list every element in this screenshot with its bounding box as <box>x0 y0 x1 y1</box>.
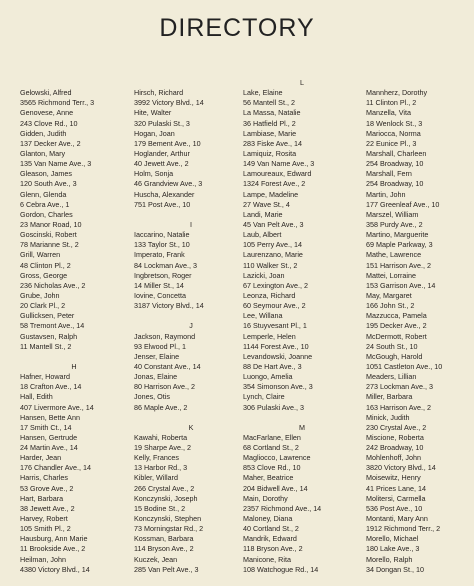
directory-entry-line: Konczynski, Joseph <box>134 493 198 503</box>
directory-entry-line: 306 Pulaski Ave., 3 <box>243 402 305 412</box>
directory-entry-line: Lamiquiz, Rosita <box>243 148 297 158</box>
directory-entry-line: 24 South St., 10 <box>366 341 418 351</box>
directory-entry-line: 1051 Castleton Ave., 10 <box>366 361 443 371</box>
section-letter-header: I <box>190 219 192 229</box>
directory-entry-line: Huscha, Alexander <box>134 189 195 199</box>
directory-entry-line: 69 Maple Parkway, 3 <box>366 240 433 250</box>
directory-entry-line: Grill, Warren <box>20 250 61 260</box>
directory-entry-line: 80 Harrison Ave., 2 <box>134 382 195 392</box>
directory-entry-line: 73 Morningstar Rd., 2 <box>134 524 204 534</box>
directory-entry-line: 40 Jewett Ave., 2 <box>134 159 189 169</box>
directory-entry-line: 243 Clove Rd., 10 <box>20 118 78 128</box>
directory-entry-line: Lynch, Claire <box>243 392 285 402</box>
directory-entry-line: 45 Van Pelt Ave., 3 <box>243 219 304 229</box>
spacer <box>243 413 361 423</box>
directory-entry-line: 105 Perry Ave., 14 <box>243 240 303 250</box>
directory-entry-line: 84 Lockman Ave., 3 <box>134 260 197 270</box>
directory-entry-line: Hall, Edith <box>20 392 53 402</box>
directory-entry-line: 22 Eunice Pl., 3 <box>366 138 417 148</box>
directory-column-1 <box>20 78 128 575</box>
directory-entry-line: Hart, Barbara <box>20 493 64 503</box>
directory-entry-line: Gidden, Judith <box>20 128 67 138</box>
directory-entry-line: 137 Decker Ave., 2 <box>20 138 81 148</box>
directory-entry-line: 3187 Victory Blvd., 14 <box>134 301 204 311</box>
directory-entry-line: Hoglander, Arthur <box>134 148 190 158</box>
directory-entry-line: Moisewitz, Henry <box>366 473 421 483</box>
directory-entry-line: 285 Van Pelt Ave., 3 <box>134 564 199 574</box>
directory-entry-line: Mathe, Lawrence <box>366 250 422 260</box>
directory-entry-line: 1912 Richmond Terr., 2 <box>366 524 441 534</box>
directory-entry-line: Gustavsen, Ralph <box>20 331 78 341</box>
directory-entry-line: Ingbretson, Roger <box>134 270 192 280</box>
directory-entry-line: 133 Taylor St., 10 <box>134 240 190 250</box>
directory-entry-line: 36 Hatfield Pl., 2 <box>243 118 296 128</box>
directory-entry-line: MacFarlane, Ellen <box>243 432 301 442</box>
directory-entry-line: Kawahi, Roberta <box>134 432 188 442</box>
directory-entry-line: 20 Clark Pl., 2 <box>20 301 66 311</box>
directory-entry-line: 4380 Victory Blvd., 14 <box>20 564 90 574</box>
section-letter-header: J <box>189 321 193 331</box>
directory-entry-line: Hirsch, Richard <box>134 88 184 98</box>
directory-entry-line: Gullicksen, Peter <box>20 311 75 321</box>
directory-entry-line: Mattei, Lorraine <box>366 270 416 280</box>
directory-entry-line: Morello, Michael <box>366 534 419 544</box>
directory-entry-line: Jones, Otis <box>134 392 170 402</box>
directory-entry-line: 24 Martin Ave., 14 <box>20 443 78 453</box>
spacer <box>134 78 248 88</box>
directory-entry-line: 236 Nicholas Ave., 2 <box>20 280 86 290</box>
directory-entry-line: 153 Garrison Ave., 14 <box>366 280 436 290</box>
directory-entry-line: Hausburg, Ann Marie <box>20 534 88 544</box>
directory-entry-line: 27 Wave St., 4 <box>243 199 290 209</box>
directory-entry-line: 180 Lake Ave., 3 <box>366 544 420 554</box>
directory-entry-line: Morello, Ralph <box>366 554 413 564</box>
directory-entry-line: 56 Mantell St., 2 <box>243 98 295 108</box>
directory-entry-line: Kibler, Willard <box>134 473 178 483</box>
directory-entry-line: 93 Elwood Pl., 1 <box>134 341 186 351</box>
directory-entry-line: Leonza, Richard <box>243 290 296 300</box>
directory-entry-line: 17 Smith Ct., 14 <box>20 422 72 432</box>
spacer <box>20 78 128 88</box>
directory-entry-line: Kossman, Barbara <box>134 534 194 544</box>
directory-entry-line: Marszel, William <box>366 209 419 219</box>
spacer <box>134 311 248 321</box>
directory-entry-line: Miller, Barbara <box>366 392 413 402</box>
directory-entry-line: May, Margaret <box>366 290 412 300</box>
directory-entry-line: Glanton, Mary <box>20 148 66 158</box>
directory-column-3 <box>243 78 361 575</box>
directory-entry-line: 166 John St., 2 <box>366 301 415 311</box>
directory-entry-line: 14 Miller St., 14 <box>134 280 184 290</box>
directory-entry-line: 53 Grove Ave., 2 <box>20 483 74 493</box>
directory-entry-line: Lee, Willana <box>243 311 283 321</box>
directory-entry-line: 86 Maple Ave., 2 <box>134 402 188 412</box>
directory-entry-line: 60 Seymour Ave., 2 <box>243 301 306 311</box>
directory-entry-line: Molitersi, Carmella <box>366 493 426 503</box>
directory-entry-line: McGough, Harold <box>366 351 423 361</box>
directory-entry-line: 242 Broadway, 10 <box>366 443 424 453</box>
directory-entry-line: 11 Brookside Ave., 2 <box>20 544 86 554</box>
spacer <box>134 210 248 220</box>
directory-entry-line: 6 Cebra Ave., 1 <box>20 199 70 209</box>
directory-entry-line: Glenn, Glenda <box>20 189 67 199</box>
directory-entry-line: 254 Broadway, 10 <box>366 179 424 189</box>
section-letter-header: M <box>299 422 305 432</box>
directory-entry-line: 151 Harrison Ave., 2 <box>366 260 431 270</box>
directory-entry-line: 34 Dongan St., 10 <box>366 564 424 574</box>
spacer <box>366 78 472 88</box>
section-letter-header: H <box>71 361 77 371</box>
directory-entry-line: 163 Harrison Ave., 2 <box>366 402 431 412</box>
directory-entry-line: Genovese, Anne <box>20 108 74 118</box>
directory-entry-line: Hafner, Howard <box>20 372 70 382</box>
directory-entry-line: Mandrik, Edward <box>243 534 297 544</box>
directory-entry-line: 11 Clinton Pl., 2 <box>366 98 417 108</box>
directory-entry-line: Laurenzano, Marie <box>243 250 303 260</box>
directory-entry-line: 149 Van Name Ave., 3 <box>243 159 315 169</box>
section-letter-header: L <box>300 78 304 87</box>
spacer <box>20 352 128 362</box>
directory-entry-line: 2357 Richmond Ave., 14 <box>243 503 322 513</box>
directory-entry-line: La Massa, Natalie <box>243 108 301 118</box>
directory-entry-line: 114 Bryson Ave., 2 <box>134 544 194 554</box>
directory-entry-line: Mariocca, Norma <box>366 128 421 138</box>
directory-entry-line: 273 Lockman Ave., 3 <box>366 382 433 392</box>
section-letter-header: K <box>188 422 194 432</box>
directory-entry-line: 195 Decker Ave., 2 <box>366 321 427 331</box>
directory-entry-line: Manicone, Rita <box>243 554 291 564</box>
directory-entry-line: 320 Pulaski St., 3 <box>134 118 190 128</box>
directory-entry-line: 41 Prices Lane, 14 <box>366 483 426 493</box>
directory-entry-line: Mazzucca, Pamela <box>366 311 427 321</box>
directory-entry-line: 108 Watchogue Rd., 14 <box>243 564 319 574</box>
directory-entry-line: Harder, Jean <box>20 453 62 463</box>
directory-entry-line: Minick, Judith <box>366 412 410 422</box>
directory-entry-line: 58 Tremont Ave., 14 <box>20 321 85 331</box>
directory-entry-line: 105 Smith Pl., 2 <box>20 524 71 534</box>
directory-entry-line: Gordon, Charles <box>20 209 73 219</box>
directory-entry-line: Manzella, Vita <box>366 108 412 118</box>
directory-entry-line: 176 Chandler Ave., 14 <box>20 463 91 473</box>
directory-entry-line: 11 Mantell St., 2 <box>20 341 72 351</box>
directory-entry-line: Hansen, Gertrude <box>20 432 78 442</box>
directory-entry-line: 38 Jewett Ave., 2 <box>20 503 75 513</box>
directory-entry-line: Harvey, Robert <box>20 514 68 524</box>
directory-entry-line: Marshall, Fern <box>366 169 412 179</box>
directory-entry-line: 46 Grandview Ave., 3 <box>134 179 203 189</box>
directory-column-4 <box>366 78 472 575</box>
directory-entry-line: 204 Bidwell Ave., 14 <box>243 483 308 493</box>
directory-entry-line: Magliocco, Lawrence <box>243 453 311 463</box>
directory-entry-line: 283 Fiske Ave., 14 <box>243 138 303 148</box>
directory-entry-line: Jenser, Elaine <box>134 351 180 361</box>
directory-entry-line: 1324 Forest Ave., 2 <box>243 179 306 189</box>
directory-entry-line: 40 Cortland St., 2 <box>243 524 299 534</box>
directory-entry-line: 68 Cortland St., 2 <box>243 443 299 453</box>
directory-entry-line: Hansen, Bette Ann <box>20 412 80 422</box>
directory-entry-line: Holm, Sonja <box>134 169 174 179</box>
directory-entry-line: 358 Purdy Ave., 2 <box>366 219 423 229</box>
directory-entry-line: Main, Dorothy <box>243 493 288 503</box>
directory-entry-line: Kuczek, Jean <box>134 554 178 564</box>
directory-entry-line: Jonas, Elaine <box>134 372 178 382</box>
directory-entry-line: Martin, John <box>366 189 406 199</box>
directory-entry-line: 13 Harbor Rd., 3 <box>134 463 188 473</box>
directory-entry-line: McDermott, Robert <box>366 331 427 341</box>
directory-entry-line: Iaccarino, Natalie <box>134 230 190 240</box>
directory-entry-line: Maloney, Diana <box>243 514 293 524</box>
directory-entry-line: 3565 Richmond Terr., 3 <box>20 98 95 108</box>
directory-entry-line: 78 Marianne St., 2 <box>20 240 79 250</box>
directory-entry-line: 135 Van Name Ave., 3 <box>20 159 92 169</box>
directory-entry-line: Maher, Beatrice <box>243 473 294 483</box>
directory-entry-line: Luongo, Amelia <box>243 372 293 382</box>
directory-entry-line: Grube, John <box>20 290 60 300</box>
directory-entry-line: 67 Lexington Ave., 2 <box>243 280 309 290</box>
directory-entry-line: Montanti, Mary Ann <box>366 514 428 524</box>
directory-entry-line: Landi, Marie <box>243 209 283 219</box>
directory-entry-line: 23 Manor Road, 10 <box>20 219 82 229</box>
directory-entry-line: Konczynski, Stephen <box>134 514 202 524</box>
spacer <box>134 413 248 423</box>
directory-entry-line: Kelly, Frances <box>134 453 180 463</box>
directory-entry-line: Martino, Marguerite <box>366 230 429 240</box>
directory-entry-line: Mohlenhoff, John <box>366 453 422 463</box>
directory-entry-line: Lake, Elaine <box>243 88 283 98</box>
directory-entry-line: Laub, Albert <box>243 230 282 240</box>
directory-entry-line: Levandowski, Joanne <box>243 351 313 361</box>
directory-entry-line: Marshall, Charleen <box>366 148 427 158</box>
directory-entry-line: 751 Post Ave., 10 <box>134 199 191 209</box>
directory-entry-line: 230 Crystal Ave., 2 <box>366 422 427 432</box>
directory-entry-line: 407 Livermore Ave., 14 <box>20 402 94 412</box>
directory-entry-line: 118 Bryson Ave., 2 <box>243 544 303 554</box>
directory-entry-line: 266 Crystal Ave., 2 <box>134 483 195 493</box>
directory-entry-line: Miscione, Roberta <box>366 432 424 442</box>
directory-entry-line: 177 Greenleaf Ave., 10 <box>366 199 440 209</box>
directory-entry-line: 536 Post Ave., 10 <box>366 503 423 513</box>
directory-entry-line: 88 De Hart Ave., 3 <box>243 361 302 371</box>
directory-entry-line: Lazicki, Joan <box>243 270 285 280</box>
directory-entry-line: Gelowski, Alfred <box>20 88 72 98</box>
directory-entry-line: Jackson, Raymond <box>134 331 196 341</box>
directory-entry-line: 19 Sharpe Ave., 2 <box>134 443 192 453</box>
directory-entry-line: Imperato, Frank <box>134 250 185 260</box>
directory-entry-line: 1144 Forest Ave., 10 <box>243 341 309 351</box>
page-title: DIRECTORY <box>159 14 315 42</box>
directory-entry-line: Lemperle, Helen <box>243 331 296 341</box>
directory-entry-line: Goscinski, Robert <box>20 230 77 240</box>
directory-entry-line: Heilman, John <box>20 554 66 564</box>
directory-entry-line: 18 Wenlock St., 3 <box>366 118 423 128</box>
directory-entry-line: 3820 Victory Blvd., 14 <box>366 463 436 473</box>
directory-entry-line: Iovine, Concetta <box>134 290 186 300</box>
directory-entry-line: Lamoureaux, Edward <box>243 169 312 179</box>
directory-entry-line: 18 Crafton Ave., 14 <box>20 382 82 392</box>
directory-entry-line: Harris, Charles <box>20 473 68 483</box>
directory-column-2 <box>134 78 248 575</box>
directory-entry-line: Hogan, Joan <box>134 128 175 138</box>
directory-entry-line: 354 Simonson Ave., 3 <box>243 382 313 392</box>
directory-entry-line: 15 Bodine St., 2 <box>134 503 186 513</box>
directory-entry-line: Hite, Walter <box>134 108 172 118</box>
directory-entry-line: 48 Clinton Pl., 2 <box>20 260 71 270</box>
directory-entry-line: 254 Broadway, 10 <box>366 159 424 169</box>
directory-entry-line: 40 Constant Ave., 14 <box>134 361 201 371</box>
directory-entry-line: 853 Clove Rd., 10 <box>243 463 301 473</box>
directory-entry-line: 179 Bement Ave., 10 <box>134 138 201 148</box>
directory-entry-line: 120 South Ave., 3 <box>20 179 77 189</box>
directory-entry-line: Gross, George <box>20 270 68 280</box>
directory-entry-line: Lambiase, Marie <box>243 128 297 138</box>
directory-entry-line: 16 Stuyvesant Pl., 1 <box>243 321 307 331</box>
directory-entry-line: Meaders, Lillian <box>366 372 417 382</box>
directory-entry-line: 3992 Victory Blvd., 14 <box>134 98 204 108</box>
directory-entry-line: Lampe, Madeline <box>243 189 299 199</box>
directory-entry-line: 110 Walker St., 2 <box>243 260 298 270</box>
directory-entry-line: Gleason, James <box>20 169 72 179</box>
directory-entry-line: Mannherz, Dorothy <box>366 88 428 98</box>
